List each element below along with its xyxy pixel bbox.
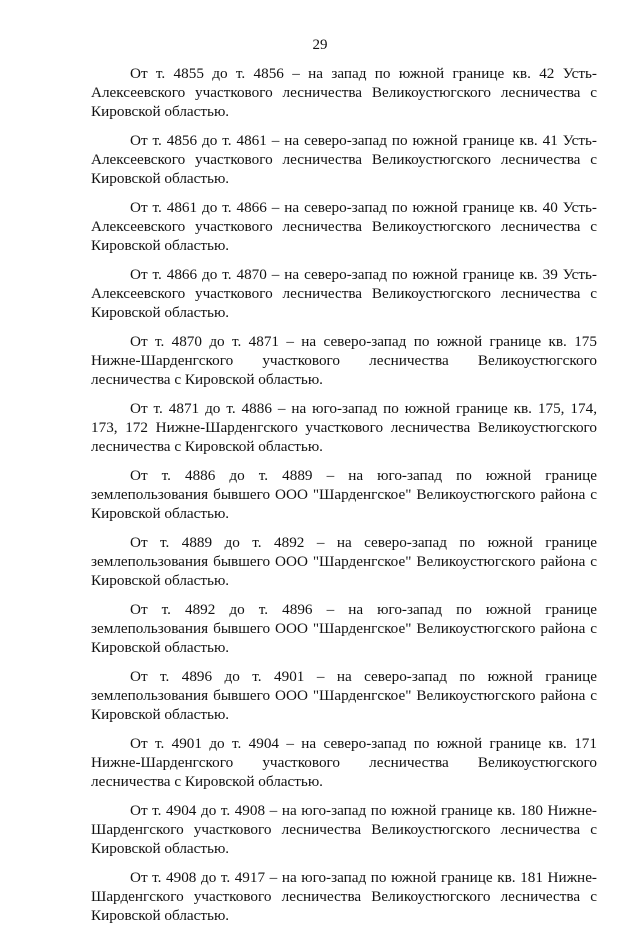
paragraph: От т. 4856 до т. 4861 – на северо-запад по южной границе кв. 41 Усть-Алексеевского участкового лесничества Великоустюгского лесничества с Кировской областью.	[91, 132, 597, 187]
paragraph: От т. 4861 до т. 4866 – на северо-запад по южной границе кв. 40 Усть-Алексеевского участкового лесничества Великоустюгского лесничества с Кировской областью.	[91, 199, 597, 254]
paragraph: От т. 4871 до т. 4886 – на юго-запад по южной границе кв. 175, 174, 173, 172 Нижне-Шарденгского участкового лесничества Великоустюгского лесничества с Кировской областью.	[91, 400, 597, 455]
paragraph: От т. 4896 до т. 4901 – на северо-запад по южной границе землепользования бывшего ООО "Шарденгское" Великоустюгского района с Кировской областью.	[91, 668, 597, 723]
paragraph: От т. 4904 до т. 4908 – на юго-запад по южной границе кв. 180 Нижне-Шарденгского участкового лесничества Великоустюгского лесничества с Кировской областью.	[91, 802, 597, 857]
paragraph: От т. 4866 до т. 4870 – на северо-запад по южной границе кв. 39 Усть-Алексеевского участкового лесничества Великоустюгского лесничества с Кировской областью.	[91, 266, 597, 321]
paragraph: От т. 4886 до т. 4889 – на юго-запад по южной границе землепользования бывшего ООО "Шарденгское" Великоустюгского района с Кировской областью.	[91, 467, 597, 522]
page-number: 29	[312, 37, 328, 53]
page-body	[91, 64, 597, 935]
paragraph: От т. 4908 до т. 4917 – на юго-запад по южной границе кв. 181 Нижне-Шарденгского участкового лесничества Великоустюгского лесничества с Кировской областью.	[91, 869, 597, 924]
paragraph: От т. 4855 до т. 4856 – на запад по южной границе кв. 42 Усть-Алексеевского участкового лесничества Великоустюгского лесничества с Кировской областью.	[91, 65, 597, 120]
paragraph: От т. 4901 до т. 4904 – на северо-запад по южной границе кв. 171 Нижне-Шарденгского участкового лесничества Великоустюгского лесничества с Кировской областью.	[91, 735, 597, 790]
paragraph: От т. 4870 до т. 4871 – на северо-запад по южной границе кв. 175 Нижне-Шарденгского участкового лесничества Великоустюгского лесничества с Кировской областью.	[91, 333, 597, 388]
paragraph: От т. 4889 до т. 4892 – на северо-запад по южной границе землепользования бывшего ООО "Шарденгское" Великоустюгского района с Кировской областью.	[91, 534, 597, 589]
paragraph: От т. 4892 до т. 4896 – на юго-запад по южной границе землепользования бывшего ООО "Шарденгское" Великоустюгского района с Кировской областью.	[91, 601, 597, 656]
